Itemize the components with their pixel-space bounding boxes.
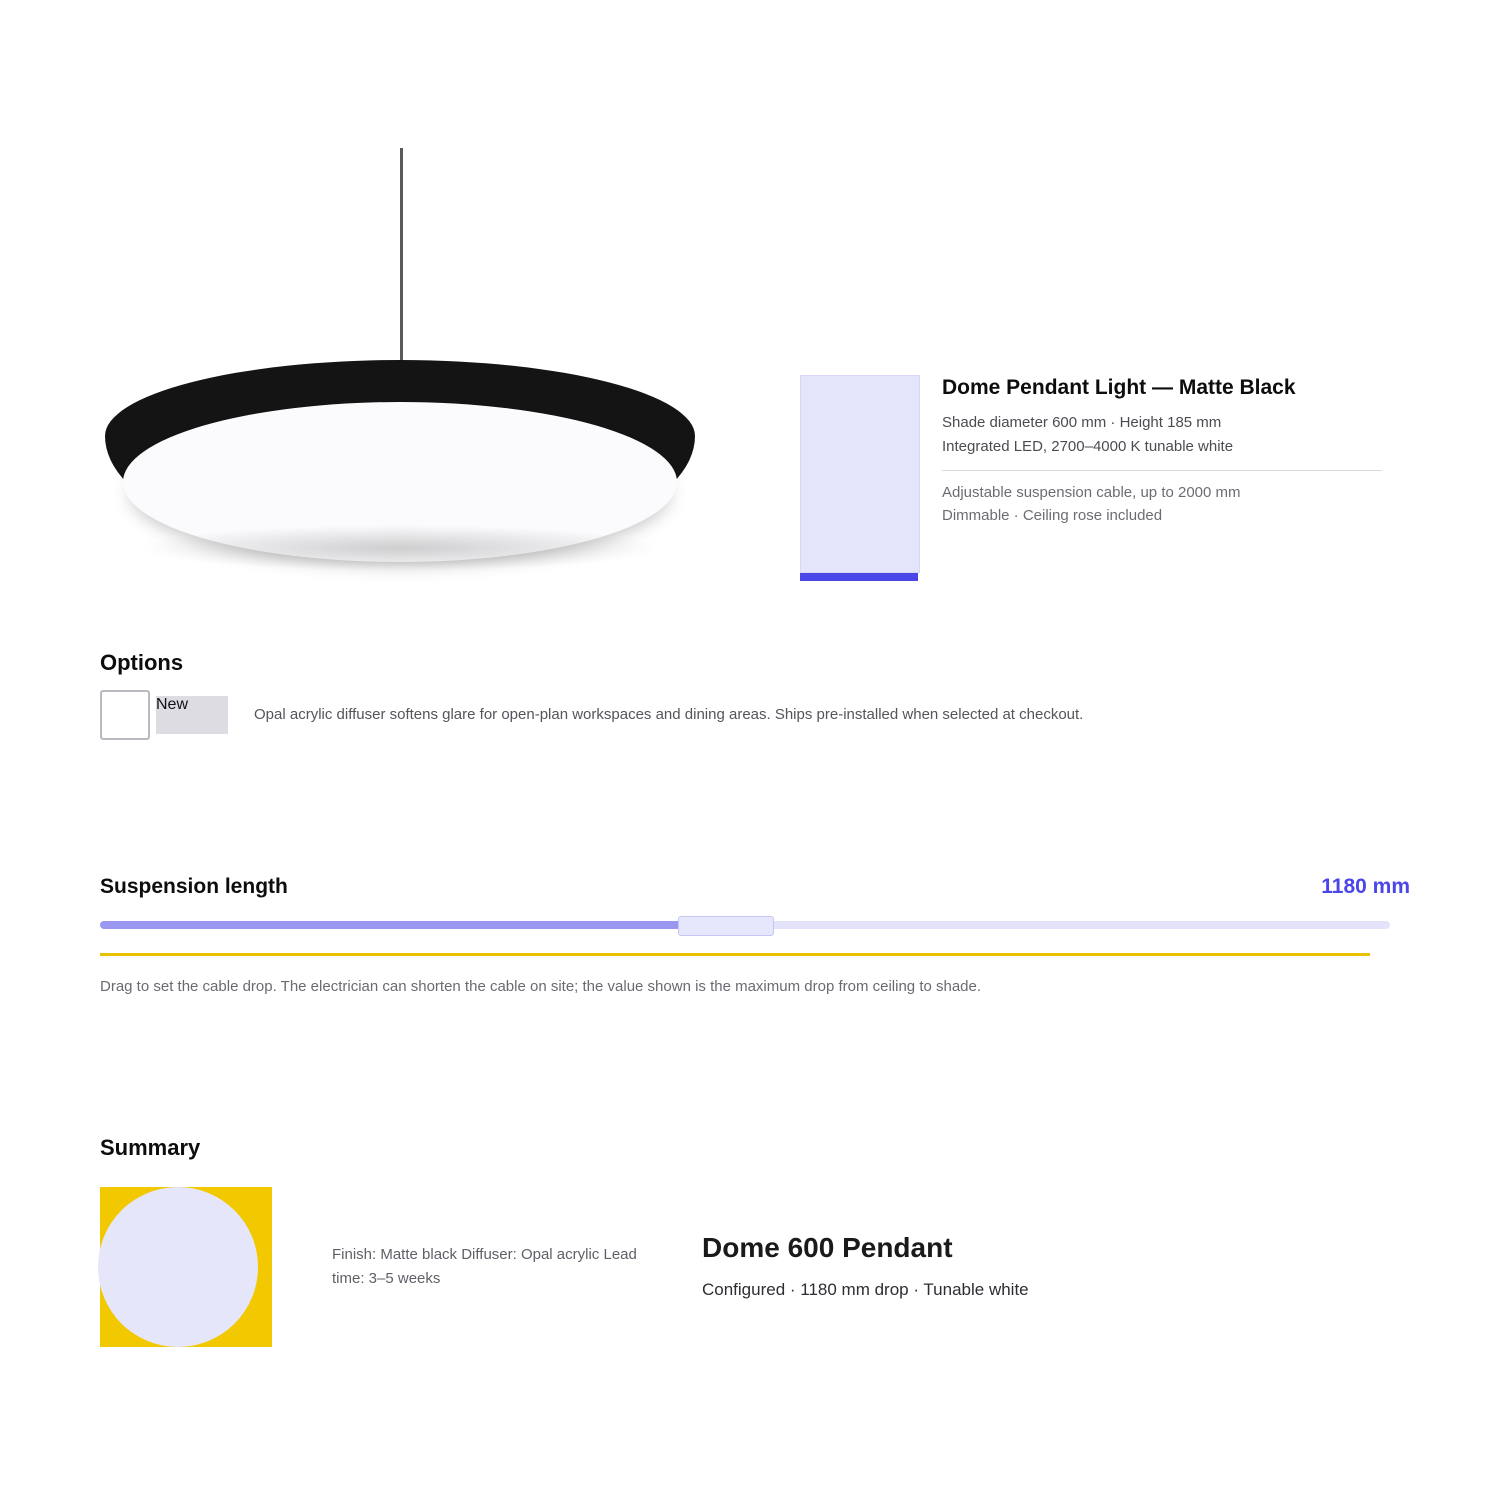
summary-product-name: Dome 600 Pendant [702, 1231, 953, 1263]
color-swatch[interactable] [800, 375, 920, 573]
summary-meta: Finish: Matte black Diffuser: Opal acrylic Lead time: 3–5 weeks [332, 1246, 637, 1287]
range-section-title: Suspension length [100, 875, 288, 898]
suspension-length-slider[interactable] [100, 921, 1390, 931]
option-tag-new: New [156, 696, 228, 734]
suspension-length-section [100, 875, 1410, 999]
option-description: Opal acrylic diffuser softens glare for open-plan workspaces and dining areas. Ships pre-installed when selected at checkout. [254, 705, 1084, 723]
options-section-title: Options [100, 650, 184, 675]
hero-divider [942, 470, 1382, 471]
hero-spec-panel [800, 375, 1420, 581]
badge-circle [98, 1187, 258, 1347]
color-swatch-accent-bar [800, 573, 918, 581]
product-image-pendant-lamp [95, 130, 715, 600]
range-value-label: 1180 mm [1321, 875, 1410, 898]
lamp-cord [400, 148, 403, 363]
slider-thumb[interactable] [678, 916, 774, 936]
color-swatch-option[interactable] [800, 375, 920, 581]
summary-section [100, 1135, 1410, 1347]
add-diffuser-checkbox[interactable] [100, 690, 150, 740]
product-spec-footer: Dimmable · Ceiling rose included [942, 507, 1163, 524]
product-spec-line-3: Adjustable suspension cable, up to 2000 mm [942, 483, 1241, 501]
range-note: Drag to set the cable drop. The electrician can shorten the cable on site; the value shown is the maximum drop from ceiling to shade. [100, 978, 982, 995]
slider-fill [100, 921, 688, 929]
range-underline [100, 953, 1370, 956]
options-section [100, 650, 1410, 740]
lamp-shadow [135, 525, 665, 571]
product-title: Dome Pendant Light — Matte Black [942, 376, 1296, 399]
product-spec-line-1: Shade diameter 600 mm · Height 185 mm [942, 414, 1222, 432]
finish-swatch-badge[interactable] [100, 1187, 272, 1347]
summary-section-title: Summary [100, 1135, 201, 1160]
product-hero [0, 0, 1500, 640]
option-row[interactable] [100, 690, 1410, 740]
summary-product-config: Configured · 1180 mm drop · Tunable white [702, 1280, 1029, 1300]
product-spec-line-2: Integrated LED, 2700–4000 K tunable white [942, 437, 1234, 455]
